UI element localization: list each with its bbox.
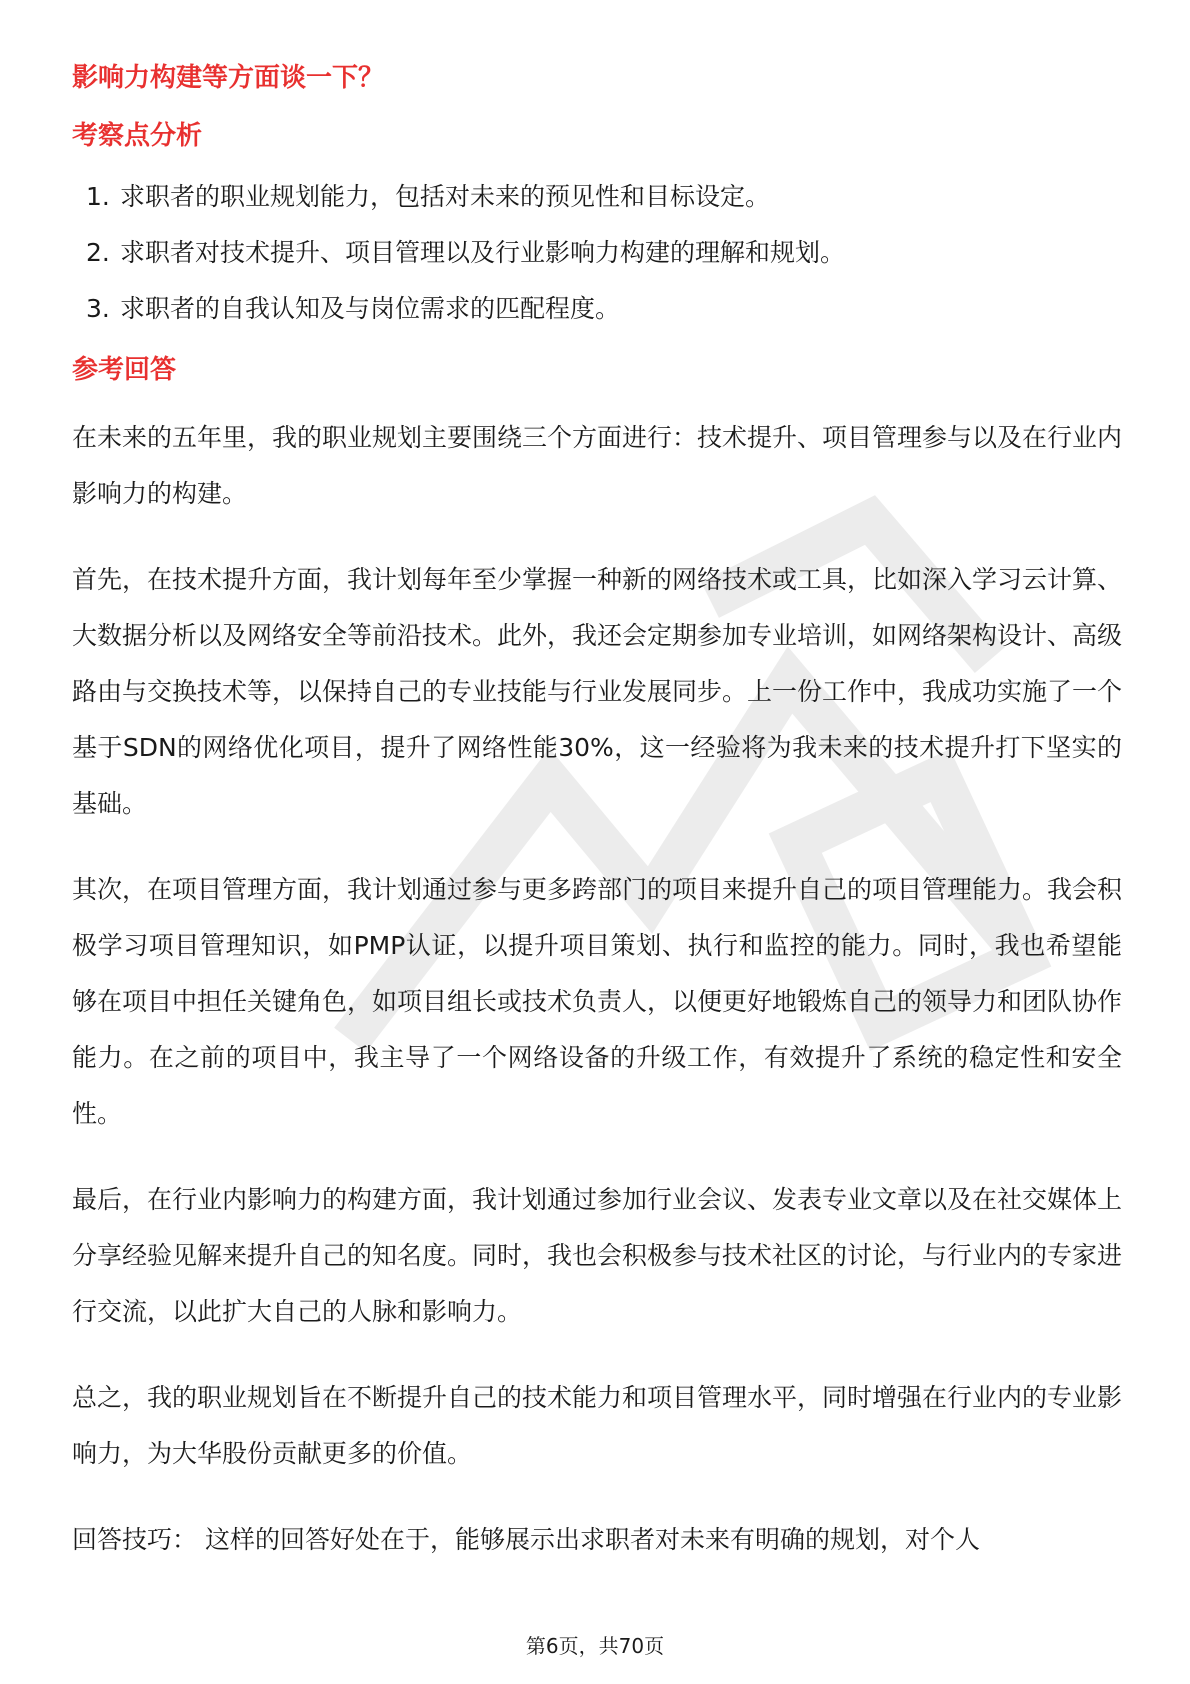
page-number-footer: 第6页，共70页 [525, 1634, 665, 1658]
list-item [72, 236, 1122, 270]
answer-paragraph: 首先，在技术提升方面，我计划每年至少掌握一种新的网络技术或工具，比如深入学习云计算、大数据分析以及网络安全等前沿技术。此外，我还会定期参加专业培训，如网络架构设计、高级路由与交换技术等，以保持自己的专业技能与行业发展同步。上一份工作中，我成功实施了一个基于SDN的网络优化项目，提升了网络性能30%，这一经验将为我未来的技术提升打下坚实的基础。 [72, 565, 1123, 818]
answer-paragraph: 在未来的五年里，我的职业规划主要围绕三个方面进行：技术提升、项目管理参与以及在行业内影响力的构建。 [72, 423, 1123, 508]
answer-paragraph: 最后，在行业内影响力的构建方面，我计划通过参加行业会议、发表专业文章以及在社交媒体上分享经验见解来提升自己的知名度。同时，我也会积极参与技术社区的讨论，与行业内的专家进行交流，以此扩大自己的人脉和影响力。 [72, 1185, 1123, 1326]
list-item-number: 1. [86, 182, 110, 211]
list-item-text: 求职者的自我认知及与岗位需求的匹配程度。 [120, 294, 621, 323]
list-item-number: 2. [86, 238, 110, 267]
list-item-text: 求职者对技术提升、项目管理以及行业影响力构建的理解和规划。 [120, 238, 846, 267]
answer-tips-paragraph: 回答技巧： 这样的回答好处在于，能够展示出求职者对未来有明确的规划，对个人 [72, 1525, 980, 1554]
answer-paragraph: 其次，在项目管理方面，我计划通过参与更多跨部门的项目来提升自己的项目管理能力。我会积极学习项目管理知识，如PMP认证，以提升项目策划、执行和监控的能力。同时，我也希望能够在项目中担任关键角色，如项目组长或技术负责人，以便更好地锻炼自己的领导力和团队协作能力。在之前的项目中，我主导了一个网络设备的升级工作，有效提升了系统的稳定性和安全性。 [72, 875, 1123, 1128]
answer-heading: 参考回答 [72, 355, 177, 385]
list-item-text: 求职者的职业规划能力，包括对未来的预见性和目标设定。 [120, 182, 771, 211]
analysis-heading: 考察点分析 [72, 121, 203, 151]
list-item-number: 3. [86, 294, 110, 323]
analysis-points-list [72, 180, 1122, 326]
list-item [72, 292, 1122, 326]
question-heading: 影响力构建等方面谈一下？ [72, 63, 385, 93]
answer-paragraph: 总之，我的职业规划旨在不断提升自己的技术能力和项目管理水平，同时增强在行业内的专业影响力，为大华股份贡献更多的价值。 [72, 1383, 1123, 1468]
list-item [72, 180, 1122, 214]
document-page [72, 60, 1122, 1568]
